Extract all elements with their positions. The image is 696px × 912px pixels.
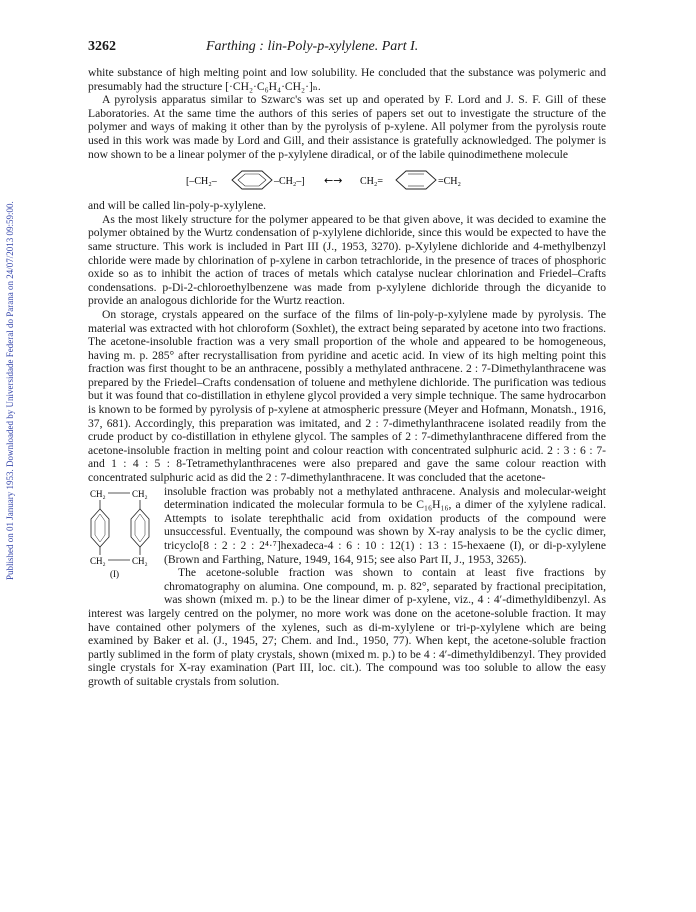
formula-svg: [182, 165, 512, 195]
page-number: 3262: [88, 39, 116, 54]
ring-left: [91, 509, 109, 547]
ring-right: [131, 509, 149, 547]
quinoid-ring: [396, 171, 436, 189]
paper-page: [88, 40, 606, 689]
ring-left-inner: [95, 514, 105, 542]
running-title: Farthing : lin-Poly-p-xylylene. Part I.: [206, 39, 419, 54]
paragraph-7: The acetone-soluble fraction was shown to contain at least five fractions by chromatography on alumina. One compound, m. p. 82°, separated by fractional precipitation, was shown (mixed m. p.) to be the linear dimer of p-xylene, viz., 4 : 4′-dimethyldibenzyl. As interest was largely centred on the polymer, no more work was done on the acetone-soluble fraction. It may have contained other polymers of the xylenes, such as di-m-xylylene or tri-p-xylylene which are being examined by Baker et al. (J., 1945, 27; Chem. and Ind., 1950, 77). When kept, the acetone-soluble fraction partly sublimed in the form of platy crystals, shown (mixed m. p.) to be 4 : 4′-dimethyldibenzyl. They provided single crystals for X-ray examination (Part III, loc. cit.). The compound was too soluble to allow the easy growth of suitable crystals from solution.: [88, 566, 606, 688]
ch2-top-right: CH₂: [132, 488, 148, 499]
download-watermark: [4, 120, 18, 580]
ch2-bottom-right: CH₂: [132, 555, 148, 566]
formula-left-text: [–CH₂–: [186, 176, 217, 188]
benzene-ring-left-inner: [238, 174, 266, 186]
formula-mid-text: –CH₂–]: [274, 176, 305, 188]
paragraph-3: and will be called lin-poly-p-xylylene.: [88, 199, 267, 213]
paragraph-2: A pyrolysis apparatus similar to Szwarc's was set up and operated by F. Lord and J. S. F. Gill of these Laboratories. At the same time the authors of this series of papers set out to investigate the structure of the polymer and ways of making it other than by the pyrolysis of p-xylene. All polymer from the pyrolysis route used in this work was made by Lord and Gill, and their assistance is gratefully acknowledged. The polymer is now shown to be a linear polymer of the p-xylylene diradical, or of the labile quinodimethene molecule: [88, 93, 606, 161]
formula-right-b-text: =CH₂: [438, 176, 462, 188]
structure-I-svg: [88, 487, 158, 599]
quinodimethene-formula: [88, 163, 606, 197]
ch2-bottom-left: CH₂: [90, 555, 106, 566]
ring-right-inner: [135, 514, 145, 542]
structure-label: (I): [110, 568, 119, 579]
formula-right-a-text: CH₂=: [360, 176, 384, 188]
ch2-top-left: CH₂: [90, 488, 106, 499]
structure-I-figure: [88, 487, 158, 599]
paragraph-4: As the most likely structure for the polymer appeared to be that given above, it was decided to examine the polymer obtained by the Wurtz condensation of p-xylylene dichloride, since this would be expected to have the same structure. This work is included in Part III (J., 1953, 3270). p-Xylylene dichloride and 4-methylbenzyl chloride were made by chlorination of p-xylene in carbon tetrachloride, in the presence of traces of phosphoric oxide so as to inhibit the action of traces of metals which catalyse nuclear chlorination and Friedel–Crafts condensations. p-Di-2-chloroethylbenzene was made from p-xylylene dichloride through the dicyanide to provide an analogous dichloride for the Wurtz reaction.: [88, 212, 606, 308]
paragraph-1: white substance of high melting point and low solubility. He concluded that the substance was polymeric and presumably had the structure [·CH₂·C₆H₄·CH₂·]ₙ.: [88, 66, 606, 93]
page-header: [88, 40, 606, 60]
paragraph-5: On storage, crystals appeared on the surface of the films of lin-poly-p-xylylene made by pyrolysis. The material was extracted with hot chloroform (Soxhlet), the extract being separated by acetone into two fractions. The acetone-insoluble fraction was a very small proportion of the whole and appeared to be homogeneous, having m. p. 285° after recrystallisation from pyridine and acetic acid. In view of its high melting point this fraction was first thought to be an anthracene, possibly a methylated anthracene. 2 : 7-Dimethylanthracene was prepared by the Friedel–Crafts condensation of toluene and methylene dichloride. The purification was tedious but it was found that co-distillation in ethylene glycol provided a very simple technique. The same hydrocarbon is known to be formed by pyrolysis of p-xylene at atmospheric pressure (Meyer and Hofmann, Monatsh., 1916, 37, 681). Accordingly, this preparation was imitated, and 2 : 7-dimethylanthracene isolated readily from the crude product by co-distillation in ethylene glycol. The samples of 2 : 7-dimethylanthracene differed from the acetone-insoluble fraction in melting point and colour reaction with concentrated sulphuric acid. 2 : 3 : 6 : 7- and 1 : 4 : 5 : 8-Tetramethylanthracenes were also prepared and gave the same colour reaction with concentrated sulphuric acid as did the 2 : 7-dimethylanthracene. It was concluded that the acetone-: [88, 307, 606, 485]
resonance-arrow: ←→: [324, 174, 343, 188]
paragraph-6: insoluble fraction was probably not a methylated anthracene. Analysis and molecular-weight determination indicated the molecular formula to be C₁₆H₁₆, a dimer of the xylylene radical. Attempts to isolate terephthalic acid from oxidation products of the compound were unsuccessful. Eventually, the compound was shown by X-ray analysis to be the cyclic dimer, tricyclo[8 : 2 : 2 : 2⁴·⁷]hexadeca-4 : 6 : 10 : 12(1) : 13 : 15-hexaene (I), or di-p-xylylene (Brown and Farthing, Nature, 1949, 164, 915; see also Part II, J., 1953, 3265).: [164, 484, 606, 566]
watermark-text: Published on 01 January 1953. Downloaded by Universidade Federal do Parana on 24/07/2013 09:59:00.: [5, 201, 15, 580]
